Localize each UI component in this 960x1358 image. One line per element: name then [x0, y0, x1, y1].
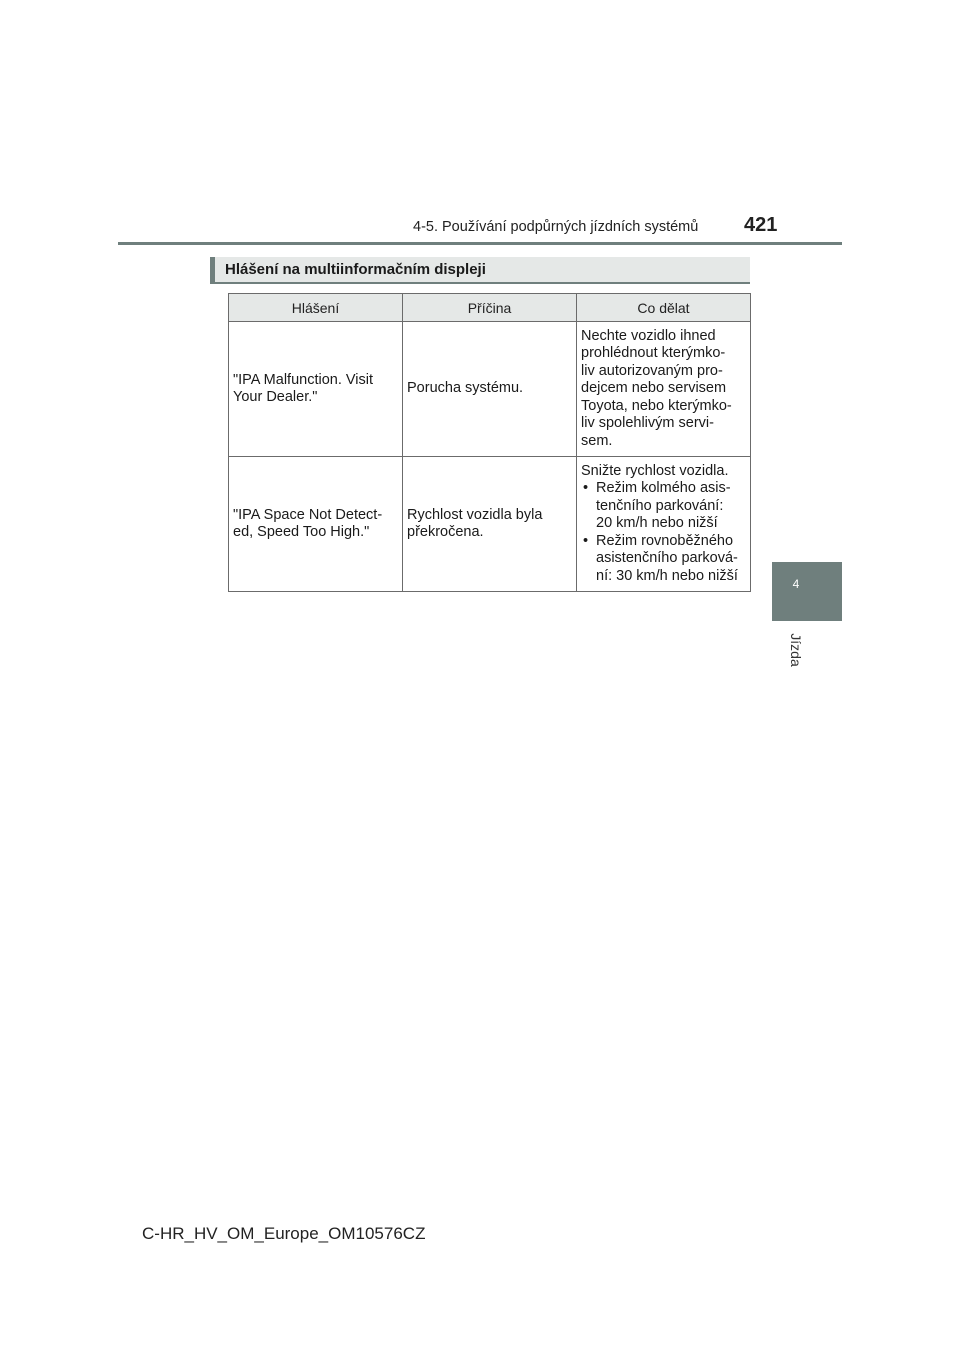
- cause-text: Porucha systému.: [407, 380, 524, 397]
- action-bullet-item: [581, 533, 746, 586]
- action-text: Nechte vozidlo ihned prohlédnout kterýmko- liv autorizovaným pro- dejcem nebo servisem Toyota, nebo kterýmko- liv spolehlivým servi- sem.: [581, 327, 732, 449]
- cause-text: Rychlost vozidla byla překročena.: [407, 506, 543, 540]
- chapter-tab-number: 4: [792, 577, 800, 591]
- message-text: "IPA Space Not Detect- ed, Speed Too High.": [233, 506, 383, 540]
- action-bullet-text: Režim rovnoběžného asistenčního parková- ní: 30 km/h nebo nižší: [596, 532, 738, 584]
- message-cell: [229, 322, 403, 457]
- action-text: Snižte rychlost vozidla.: [581, 462, 729, 479]
- column-header-cause: Příčina: [403, 294, 577, 322]
- table-header-row: [229, 294, 751, 322]
- chapter-tab-label: Jízda: [788, 633, 804, 667]
- messages-table: [228, 293, 751, 592]
- page-number: 421: [744, 214, 778, 236]
- chapter-tab: [772, 562, 842, 621]
- action-bullet-text: Režim kolmého asis- tenčního parkování: 20 km/h nebo nižší: [596, 480, 731, 532]
- column-header-message: Hlášení: [229, 294, 403, 322]
- table-row: [229, 457, 751, 592]
- action-cell: [577, 322, 751, 457]
- message-cell: [229, 457, 403, 592]
- cause-cell: [403, 322, 577, 457]
- bullet-icon: •: [583, 532, 589, 549]
- action-bullet-list: [581, 480, 746, 585]
- action-cell: [577, 457, 751, 592]
- bullet-icon: •: [583, 480, 589, 497]
- column-header-action: Co dělat: [577, 294, 751, 322]
- running-header-section: 4-5. Používání podpůrných jízdních systémů: [413, 219, 699, 235]
- action-bullet-item: [581, 480, 746, 533]
- message-text: "IPA Malfunction. Visit Your Dealer.": [233, 371, 374, 405]
- table-row: [229, 322, 751, 457]
- header-divider: [118, 242, 842, 245]
- section-heading: Hlášení na multiinformačním displeji: [210, 257, 750, 284]
- cause-cell: [403, 457, 577, 592]
- document-code: C-HR_HV_OM_Europe_OM10576CZ: [142, 1224, 426, 1243]
